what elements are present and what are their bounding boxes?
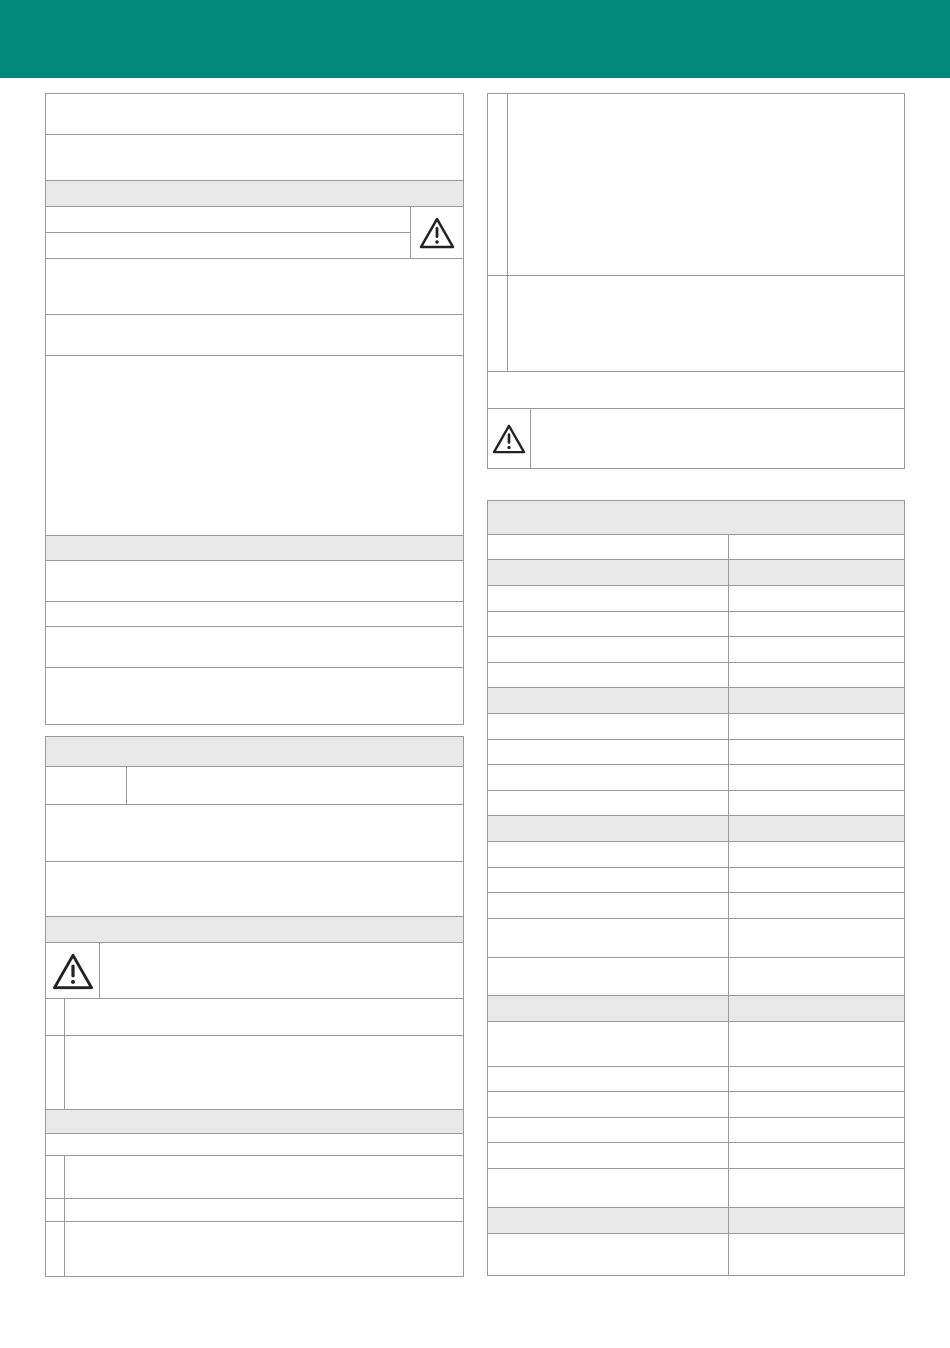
table-cell-label — [488, 1092, 728, 1117]
right-top-panel — [487, 93, 905, 469]
table-row — [488, 1169, 904, 1208]
table-row — [488, 1022, 904, 1067]
table-cell-value — [729, 1118, 904, 1142]
table-cell-label — [488, 714, 728, 739]
table-cell-value — [729, 688, 904, 713]
table-row — [488, 1118, 904, 1143]
panel-row — [46, 1222, 463, 1276]
table-cell-label — [488, 1169, 728, 1207]
table-cell-value — [729, 740, 904, 764]
table-cell-label — [488, 791, 728, 815]
table-row — [488, 765, 904, 791]
column-divider — [530, 409, 531, 468]
column-divider — [507, 94, 508, 372]
table-cell-label — [488, 996, 728, 1021]
table-group-row — [488, 816, 904, 842]
table-title-row — [488, 501, 904, 535]
warning-triangle-icon — [488, 409, 530, 468]
column-divider — [64, 999, 65, 1110]
section-heading-row — [46, 737, 463, 767]
section-heading-row — [46, 917, 463, 943]
table-cell-label — [488, 586, 728, 611]
table-cell-value — [729, 1208, 904, 1233]
column-divider — [64, 1156, 65, 1276]
table-row — [488, 714, 904, 740]
table-title — [488, 501, 904, 534]
table-cell-label — [488, 1022, 728, 1066]
panel-row — [46, 1134, 463, 1156]
table-cell-label — [488, 1234, 728, 1274]
table-cell-value — [729, 586, 904, 611]
table-group-row — [488, 688, 904, 714]
table-cell-value — [729, 1143, 904, 1168]
table-group-row — [488, 1208, 904, 1234]
panel-row — [46, 356, 463, 536]
table-row — [488, 1067, 904, 1092]
panel-row — [488, 409, 904, 468]
table-cell-value — [729, 637, 904, 662]
table-row — [488, 663, 904, 688]
table-row — [488, 1092, 904, 1118]
table-cell-label — [488, 842, 728, 867]
table-group-row — [488, 996, 904, 1022]
left-bottom-panel — [45, 736, 464, 1277]
table-row — [488, 958, 904, 996]
table-cell-value — [729, 714, 904, 739]
table-cell-value — [729, 791, 904, 815]
table-cell-value — [729, 868, 904, 892]
panel-row — [46, 561, 463, 602]
table-cell-value — [729, 919, 904, 957]
table-group-row — [488, 560, 904, 586]
column-divider — [99, 943, 100, 999]
table-cell-label — [488, 958, 728, 995]
panel-row — [488, 372, 904, 409]
column-divider — [126, 767, 127, 805]
table-row — [488, 535, 904, 560]
table-row — [488, 868, 904, 893]
panel-row — [46, 668, 463, 724]
panel-row — [488, 94, 904, 276]
table-cell-value — [729, 1092, 904, 1117]
panel-row — [46, 1156, 463, 1199]
table-cell-label — [488, 740, 728, 764]
table-cell-label — [488, 1143, 728, 1168]
header-band — [0, 0, 950, 78]
table-cell-value — [729, 816, 904, 841]
panel-row — [46, 94, 463, 135]
table-cell-label — [488, 535, 728, 559]
table-cell-value — [729, 893, 904, 918]
table-cell-value — [729, 663, 904, 687]
panel-row — [46, 602, 463, 627]
section-heading-row — [46, 181, 463, 207]
spec-table — [487, 500, 905, 1276]
table-cell-value — [729, 842, 904, 867]
panel-row — [46, 999, 463, 1036]
left-top-panel — [45, 93, 464, 725]
table-row — [488, 919, 904, 958]
table-cell-label — [488, 663, 728, 687]
table-cell-value — [729, 1022, 904, 1066]
table-row — [488, 893, 904, 919]
table-cell-label — [488, 560, 728, 585]
warning-triangle-icon — [411, 207, 463, 259]
table-row — [488, 791, 904, 816]
warning-triangle-icon — [46, 943, 99, 999]
section-heading-row — [46, 536, 463, 561]
table-row — [488, 637, 904, 663]
table-row — [488, 1234, 904, 1274]
table-cell-label — [488, 868, 728, 892]
table-cell-label — [488, 893, 728, 918]
panel-row — [46, 805, 463, 862]
table-row — [488, 586, 904, 612]
table-cell-label — [488, 688, 728, 713]
column-divider — [728, 535, 729, 1275]
panel-row — [46, 233, 410, 259]
table-cell-value — [729, 958, 904, 995]
panel-row — [46, 943, 463, 999]
panel-row — [46, 315, 463, 356]
panel-row — [46, 1036, 463, 1110]
table-cell-value — [729, 535, 904, 559]
panel-row — [46, 259, 463, 315]
table-row — [488, 612, 904, 637]
table-cell-label — [488, 1208, 728, 1233]
panel-row — [46, 627, 463, 668]
table-cell-value — [729, 1169, 904, 1207]
table-row — [488, 1143, 904, 1169]
table-row — [488, 740, 904, 765]
panel-row — [46, 1199, 463, 1222]
table-row — [488, 842, 904, 868]
table-cell-label — [488, 1067, 728, 1091]
table-cell-label — [488, 919, 728, 957]
table-cell-label — [488, 765, 728, 790]
table-cell-label — [488, 816, 728, 841]
table-cell-value — [729, 1234, 904, 1274]
section-heading-row — [46, 1110, 463, 1134]
panel-row — [46, 862, 463, 917]
table-cell-value — [729, 612, 904, 636]
table-cell-label — [488, 637, 728, 662]
table-cell-value — [729, 765, 904, 790]
table-cell-label — [488, 1118, 728, 1142]
panel-row — [46, 207, 410, 233]
table-cell-value — [729, 996, 904, 1021]
table-cell-value — [729, 560, 904, 585]
table-cell-value — [729, 1067, 904, 1091]
panel-row — [488, 276, 904, 372]
table-cell-label — [488, 612, 728, 636]
panel-row — [46, 135, 463, 181]
panel-row — [46, 767, 463, 805]
